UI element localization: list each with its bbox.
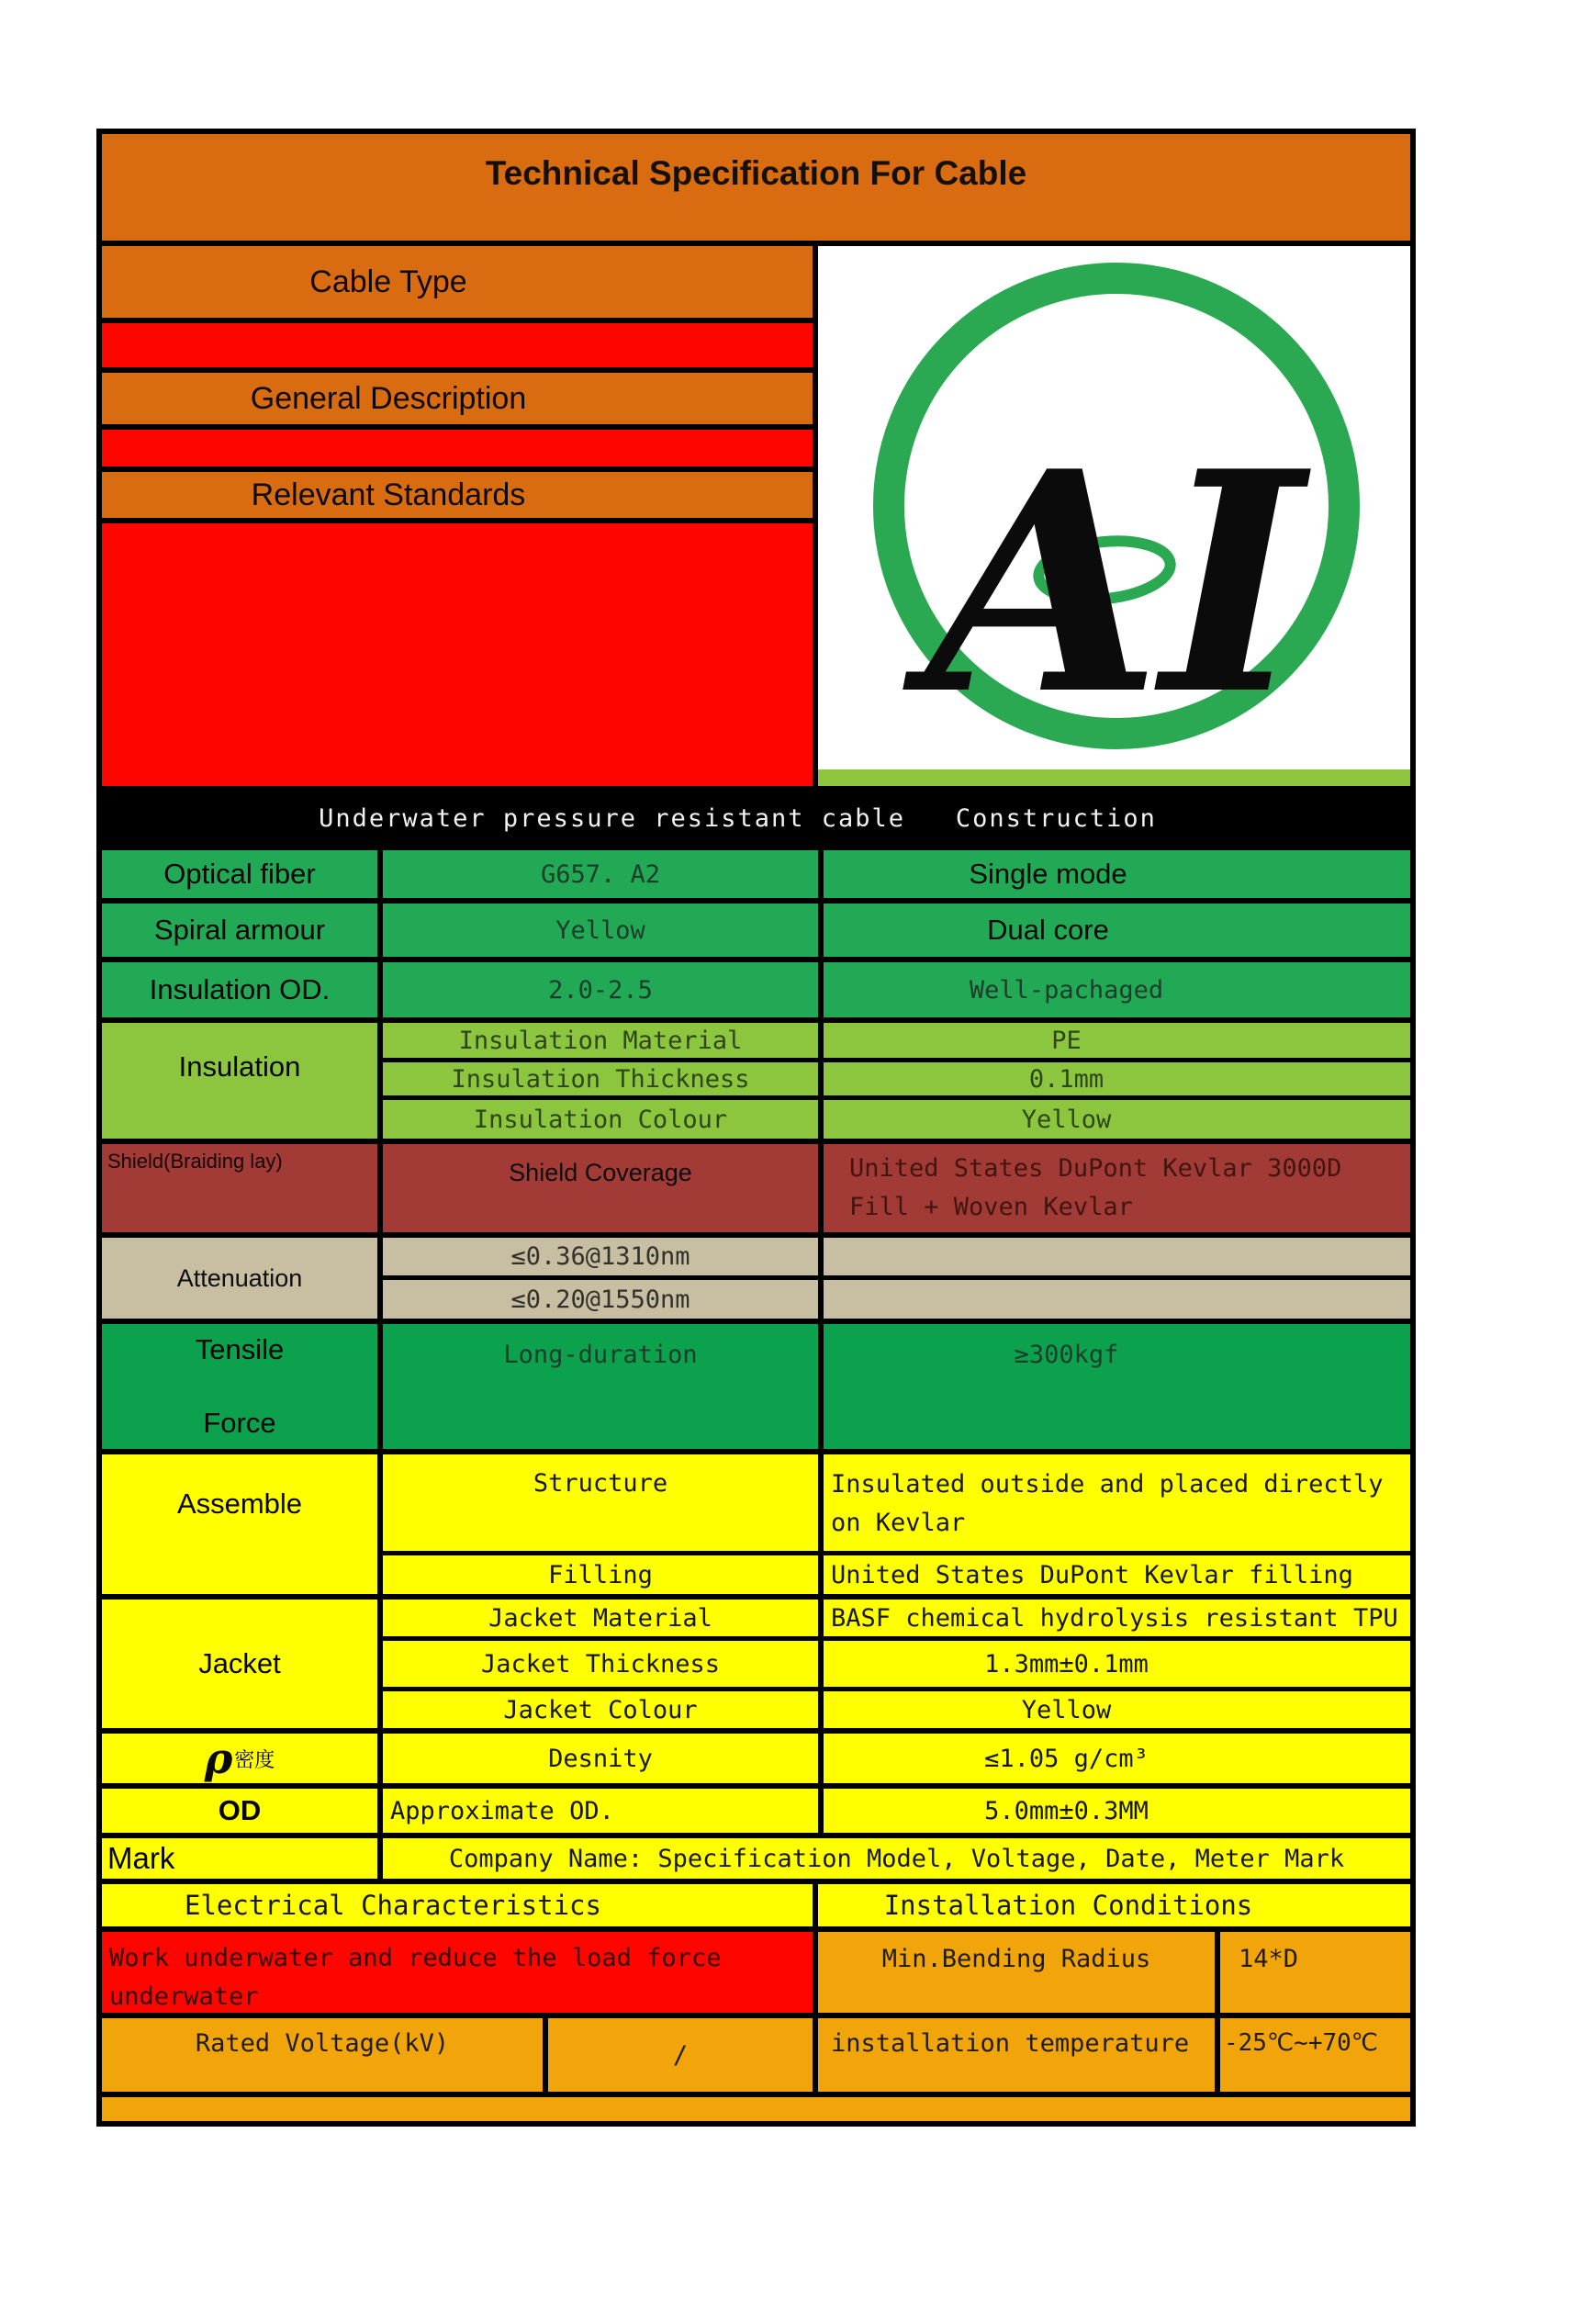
jacket-material-value: BASF chemical hydrolysis resistant TPU [824, 1600, 1410, 1636]
optical-fiber-mode: Single mode [824, 850, 1410, 898]
jacket-colour-value: Yellow [824, 1691, 1410, 1728]
attenuation-label: Attenuation [102, 1238, 377, 1319]
insulation-material-name: Insulation Material [383, 1023, 818, 1058]
construction-bar-title: Underwater pressure resistant cable Construction [102, 792, 1410, 845]
installation-conditions-header: Installation Conditions [818, 1884, 1410, 1926]
insulation-thickness-name: Insulation Thickness [383, 1062, 818, 1095]
shield-label: Shield(Braiding lay) [102, 1144, 377, 1232]
tensile-duration-name: Long-duration [383, 1324, 818, 1449]
bottom-empty-row [102, 2097, 1410, 2121]
rho-symbol: ρ [204, 1734, 233, 1783]
optical-fiber-type: G657. A2 [383, 850, 818, 898]
jacket-thickness-value: 1.3mm±0.1mm [824, 1641, 1410, 1687]
od-label: OD [102, 1789, 377, 1833]
insulation-label: Insulation [102, 1023, 377, 1139]
density-value: ≤1.05 g/cm³ [824, 1734, 1410, 1783]
insulation-od-value: 2.0-2.5 [383, 962, 818, 1017]
mark-value: Company Name: Specification Model, Voltage, Date, Meter Mark [383, 1838, 1410, 1879]
insulation-material-value: PE [824, 1023, 1410, 1058]
logo-area [818, 246, 1410, 786]
insulation-subrows [383, 1023, 1410, 1139]
mark-label: Mark [102, 1838, 377, 1879]
insulation-colour-value: Yellow [824, 1100, 1410, 1139]
logo-letters: AI [926, 405, 1304, 761]
page-title: Technical Specification For Cable [102, 134, 1410, 241]
tensile-label-line2: Force [203, 1407, 276, 1439]
cable-type-empty-cell [102, 323, 813, 367]
work-underwater-note: Work underwater and reduce the load force underwater [102, 1932, 813, 2013]
optical-fiber-label: Optical fiber [102, 850, 377, 898]
spec-table [96, 129, 1416, 2127]
logo-green-strip [818, 769, 1410, 786]
jacket-label: Jacket [102, 1600, 377, 1728]
assemble-filling-name: Filling [383, 1555, 818, 1594]
installation-temperature-label: installation temperature [818, 2018, 1215, 2092]
min-bending-radius-value: 14*D [1220, 1932, 1410, 2013]
attenuation-1550-value: ≤0.20@1550nm [383, 1280, 818, 1319]
attenuation-subrows [383, 1238, 1410, 1319]
assemble-label: Assemble [102, 1454, 377, 1594]
od-value: 5.0mm±0.3MM [824, 1789, 1410, 1833]
relevant-standards-empty-cell [102, 523, 813, 786]
assemble-structure-value: Insulated outside and placed directly on Kevlar [824, 1454, 1410, 1551]
density-cjk-label: 密度 [234, 1748, 275, 1772]
insulation-od-packaging: Well-pachaged [824, 962, 1410, 1017]
rated-voltage-value: / [548, 2018, 813, 2092]
company-logo [818, 246, 1410, 769]
density-name: Desnity [383, 1734, 818, 1783]
jacket-thickness-name: Jacket Thickness [383, 1641, 818, 1687]
tensile-label-line1: Tensile [195, 1333, 285, 1365]
logo-graphic [818, 251, 1410, 765]
attenuation-1310-value: ≤0.36@1310nm [383, 1238, 818, 1275]
assemble-structure-name: Structure [383, 1454, 818, 1551]
spiral-armour-colour: Yellow [383, 904, 818, 957]
attenuation-empty-cell-2 [824, 1280, 1410, 1319]
attenuation-empty-cell-1 [824, 1238, 1410, 1275]
od-name: Approximate OD. [383, 1789, 818, 1833]
density-label [102, 1734, 377, 1783]
jacket-colour-name: Jacket Colour [383, 1691, 818, 1728]
jacket-material-name: Jacket Material [383, 1600, 818, 1636]
insulation-colour-name: Insulation Colour [383, 1100, 818, 1139]
jacket-subrows [383, 1600, 1410, 1728]
installation-temperature-value: -25℃~+70℃ [1220, 2018, 1410, 2092]
cable-type-header: Cable Type [102, 246, 813, 318]
relevant-standards-header: Relevant Standards [102, 472, 813, 518]
general-description-header: General Description [102, 373, 813, 424]
insulation-thickness-value: 0.1mm [824, 1062, 1410, 1095]
rated-voltage-label: Rated Voltage(kV) [102, 2018, 543, 2092]
tensile-force-value: ≥300kgf [824, 1324, 1410, 1449]
spiral-armour-core: Dual core [824, 904, 1410, 957]
shield-coverage-name: Shield Coverage [383, 1144, 818, 1232]
shield-coverage-value: United States DuPont Kevlar 3000D Fill + Woven Kevlar [824, 1144, 1410, 1232]
electrical-characteristics-header: Electrical Characteristics [102, 1884, 813, 1926]
assemble-subrows [383, 1454, 1410, 1594]
min-bending-radius-label: Min.Bending Radius [818, 1932, 1215, 2013]
insulation-od-label: Insulation OD. [102, 962, 377, 1017]
top-left-section [102, 246, 813, 786]
tensile-force-label [102, 1324, 377, 1449]
assemble-filling-value: United States DuPont Kevlar filling [824, 1555, 1410, 1594]
general-description-empty-cell [102, 430, 813, 466]
spiral-armour-label: Spiral armour [102, 904, 377, 957]
